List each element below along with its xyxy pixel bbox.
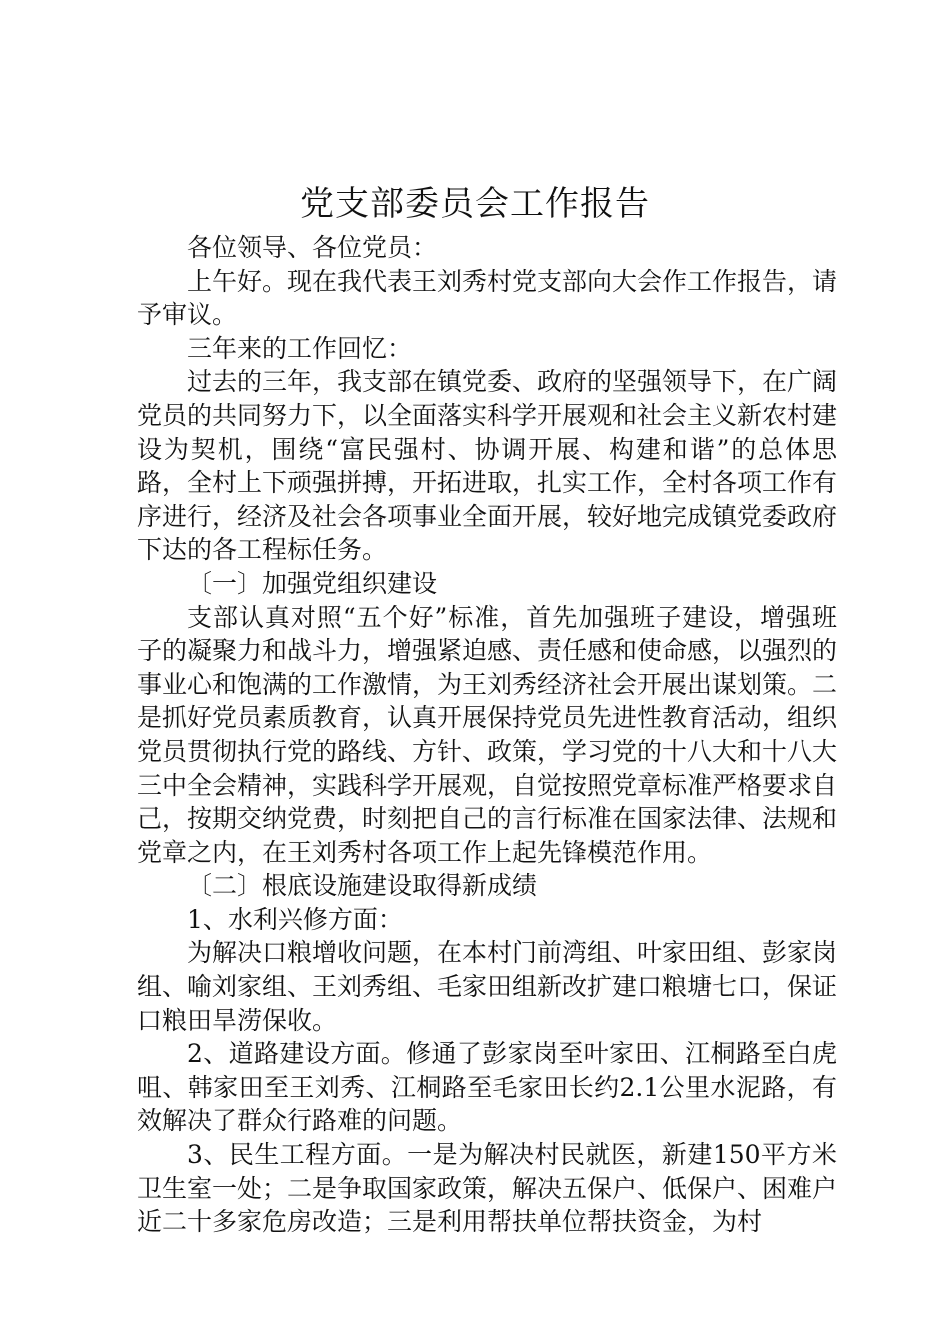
- subheading-water-conservancy: 1、水利兴修方面：: [187, 904, 403, 934]
- paragraph-road-construction: 2、道路建设方面。修通了彭家岗至叶家田、江桐路至白虎咀、韩家田至王刘秀、江桐路至毛家田长约2.1公里水泥路，有效解决了群众行路难的问题。: [137, 1039, 837, 1136]
- document-body: [137, 231, 837, 1239]
- document-title: 党支部委员会工作报告: [300, 184, 650, 224]
- paragraph-opening: 上午好。现在我代表王刘秀村党支部向大会作工作报告，请予审议。: [137, 266, 838, 330]
- paragraph-livelihood: 3、民生工程方面。一是为解决村民就医，新建150平方米卫生室一处；二是争取国家政策，解决五保户、低保户、困难户近二十多家危房改造；三是利用帮扶单位帮扶资金，为村: [137, 1140, 838, 1237]
- section-heading-infrastructure: 〔二〕根底设施建设取得新成绩: [187, 871, 538, 901]
- paragraph-review-heading: 三年来的工作回忆：: [187, 333, 413, 363]
- section-heading-party-building: 〔一〕加强党组织建设: [187, 568, 438, 598]
- paragraph-water-conservancy: 为解决口粮增收问题，在本村门前湾组、叶家田组、彭家岗组、喻刘家组、王刘秀组、毛家田组新改扩建口粮塘七口，保证口粮田旱涝保收。: [137, 938, 838, 1035]
- paragraph-overview: 过去的三年，我支部在镇党委、政府的坚强领导下，在广阔党员的共同努力下，以全面落实科学开展观和社会主义新农村建设为契机，围绕“富民强村、协调开展、构建和谐”的总体思路，全村上下顽强拼搏，开拓进取，扎实工作，全村各项工作有序进行，经济及社会各项事业全面开展，较好地完成镇党委政府下达的各工程标任务。: [137, 367, 838, 565]
- paragraph-party-building: 支部认真对照“五个好”标准，首先加强班子建设，增强班子的凝聚力和战斗力，增强紧迫感、责任感和使命感，以强烈的事业心和饱满的工作激情，为王刘秀经济社会开展出谋划策。二是抓好党员素质教育，认真开展保持党员先进性教育活动，组织党员贯彻执行党的路线、方针、政策，学习党的十八大和十八大三中全会精神，实践科学开展观，自觉按照党章标准严格要求自己，按期交纳党费，时刻把自己的言行标准在国家法律、法规和党章之内，在王刘秀村各项工作上起先锋模范作用。: [137, 602, 838, 867]
- paragraph-greeting: 各位领导、各位党员：: [187, 233, 438, 262]
